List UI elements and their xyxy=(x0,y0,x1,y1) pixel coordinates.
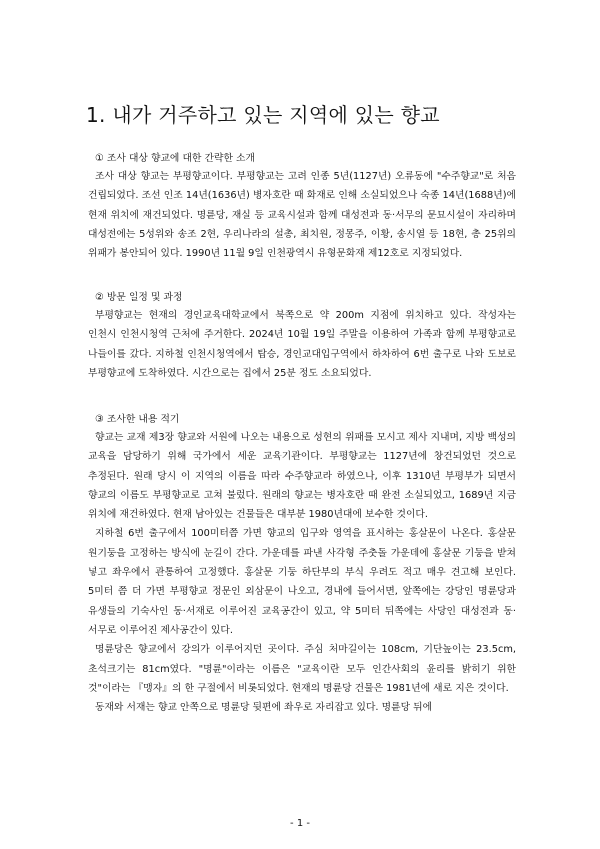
paragraph: 명륜당은 향교에서 강의가 이루어지던 곳이다. 주심 처마길이는 108cm, 기단높이는 23.5cm, 초석크기는 81cm였다. "명륜"이라는 이름은 "교육이란 모두 인간사회의 윤리를 밝히기 위한 것"이라는 『맹자』의 한 구절에서 비롯되었다. 현재의 명륜당 건물은 1981년에 새로 지은 것이다. xyxy=(88,644,516,694)
section-research-content xyxy=(88,411,516,717)
section-heading: ③ 조사한 내용 적기 xyxy=(95,414,180,425)
section-heading: ① 조사 대상 향교에 대한 간략한 소개 xyxy=(95,153,255,164)
paragraph: 지하철 6번 출구에서 100미터쯤 가면 향교의 입구와 영역을 표시하는 홍살문이 나온다. 홍살문 원기둥을 고정하는 방식에 눈길이 간다. 가운데를 파낸 사각형 주춧돌 가운데에 홍살문 기둥을 받쳐 넣고 좌우에서 관통하여 고정했다. 홍살문 기둥 하단부의 부식 우려도 적고 매우 견고해 보인다. 5미터 쯤 더 가면 부평향교 정문인 외삼문이 나오고, 경내에 들어서면, 앞쪽에는 강당인 명륜당과 유생들의 기숙사인 동·서재로 이루어진 교육공간이 있고, 약 5미터 뒤쪽에는 사당인 대성전과 동·서무로 이루어진 제사공간이 있다. xyxy=(88,528,516,636)
page-number: - 1 - xyxy=(290,818,310,829)
paragraph: 조사 대상 향교는 부평향교이다. 부평향교는 고려 인종 5년(1127년) 오류동에 "수주향교"로 처음 건립되었다. 조선 인조 14년(1636년) 병자호란 때 화재로 인해 소실되었으나 숙종 14년(1688년)에 현재 위치에 재건되었다. 명륜당, 재실 등 교육시설과 함께 대성전과 동·서무의 문묘시설이 자리하며 대성전에는 5성위와 송조 2현, 우리나라의 설총, 최치원, 정몽주, 이황, 송시열 등 18현, 총 25위의 위패가 봉안되어 있다. 1990년 11월 9일 인천광역시 유형문화재 제12호로 지정되었다. xyxy=(88,171,516,260)
section-heading: ② 방문 일정 및 과정 xyxy=(95,292,183,303)
section-introduction xyxy=(88,150,516,263)
paragraph: 부평향교는 현재의 경인교육대학교에서 북쪽으로 약 200m 지점에 위치하고 있다. 작성자는 인천시 인천시청역 근처에 주거한다. 2024년 10월 19일 주말을 이용하여 가족과 함께 부평향교로 나들이를 갔다. 지하철 인천시청역에서 탑승, 경인교대입구역에서 하차하여 6번 출구로 나와 도보로 부평향교에 도착하였다. 시간으로는 집에서 25분 정도 소요되었다. xyxy=(88,310,516,379)
section-visit-schedule xyxy=(88,289,516,383)
paragraph: 향교는 교재 제3장 향교와 서원에 나오는 내용으로 성현의 위패를 모시고 제사 지내며, 지방 백성의 교육을 담당하기 위해 국가에서 세운 교육기관이다. 부평향교는 1127년에 창건되었던 것으로 추정된다. 원래 당시 이 지역의 이름을 따라 수주향교라 하였으나, 이후 1310년 부평부가 되면서 향교의 이름도 부평향교로 고쳐 불렀다. 원래의 향교는 병자호란 때 완전 소실되었고, 1689년 지금 위치에 재건하였다. 현재 남아있는 건물들은 대부분 1980년대에 보수한 것이다. xyxy=(88,432,516,521)
page-title: 1. 내가 거주하고 있는 지역에 있는 향교 xyxy=(86,103,440,127)
paragraph: 동재와 서재는 향교 안쪽으로 명륜당 뒷편에 좌우로 자리잡고 있다. 명륜당 뒤에 xyxy=(95,702,433,714)
